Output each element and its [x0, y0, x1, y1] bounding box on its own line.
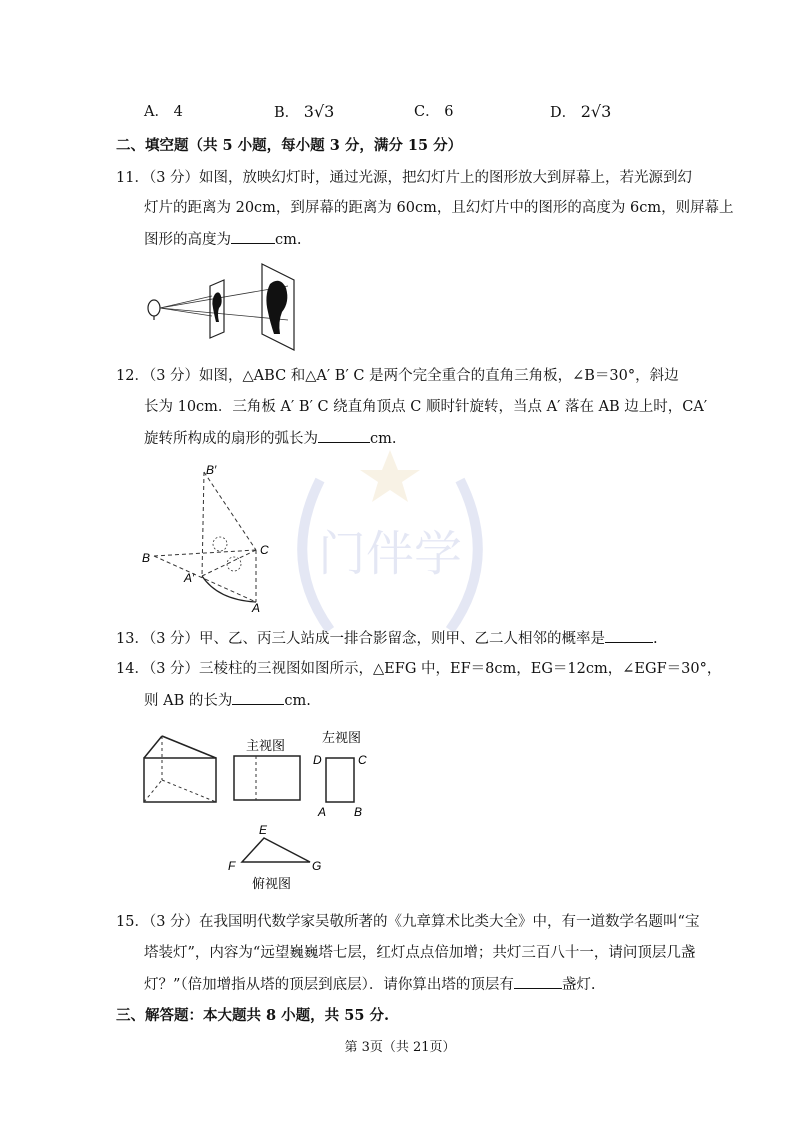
- label-c2: C: [358, 753, 367, 767]
- q14-left-view: [310, 722, 390, 822]
- screen-image: [266, 281, 287, 334]
- label-b: B: [142, 551, 151, 565]
- light-bulb-icon: [148, 300, 160, 316]
- q15-answer-blank[interactable]: [514, 974, 562, 989]
- option-c: C． 6: [414, 104, 454, 120]
- q11-line2: 灯片的距离为 20cm，到屏幕的距离为 60cm，且幻灯片中的图形的高度为 6cm，则屏幕上: [144, 200, 734, 216]
- label-e: E: [259, 823, 268, 837]
- label-b2: B: [354, 805, 363, 819]
- q14-answer-blank[interactable]: [232, 690, 284, 705]
- q11-answer-blank[interactable]: [231, 229, 275, 244]
- q12-line3: 旋转所构成的扇形的弧长为 cm.: [144, 428, 396, 449]
- q15-line2: 塔装灯”，内容为“远望巍巍塔七层，红灯点点倍加增；共灯三百八十一，请问顶层几盏: [144, 945, 696, 961]
- option-d: D． 2√3: [550, 102, 612, 121]
- q11-line3: 图形的高度为 cm.: [144, 229, 301, 250]
- option-a: A． 4: [144, 104, 183, 120]
- front-view: [234, 738, 300, 800]
- q15-line1: 15．（3 分）在我国明代数学家吴敬所著的《九章算术比类大全》中，有一道数学名题叫“宝: [116, 914, 700, 930]
- section3-heading: 三、解答题：本大题共 8 小题，共 55 分.: [116, 1007, 390, 1024]
- left-view-caption: 左视图: [322, 730, 362, 745]
- top-view-caption: 俯视图: [252, 876, 292, 891]
- q14-line2: 则 AB 的长为 cm.: [144, 690, 311, 711]
- label-a-prime: A′: [184, 571, 195, 585]
- label-c: C: [260, 543, 269, 557]
- watermark: [270, 430, 510, 660]
- slide-image: [212, 292, 221, 322]
- q12-triangle-figure: [138, 460, 278, 616]
- label-f: F: [228, 859, 236, 873]
- q12-answer-blank[interactable]: [318, 428, 370, 443]
- label-g: G: [312, 859, 322, 873]
- label-b-prime: B′: [206, 463, 217, 477]
- page-footer: 第 3页（共 21页）: [344, 1040, 456, 1055]
- label-a2: A: [318, 805, 327, 819]
- q13-line: 13．（3 分）甲、乙、丙三人站成一排合影留念，则甲、乙二人相邻的概率是 .: [116, 628, 658, 649]
- watermark-text: 门伴学: [317, 528, 463, 581]
- q11-line1: 11．（3 分）如图，放映幻灯时，通过光源，把幻灯片上的图形放大到屏幕上，若光源到幻: [116, 170, 693, 186]
- label-a: A: [252, 601, 261, 615]
- q12-line1: 12．（3 分）如图，△ABC 和△A′ B′ C 是两个完全重合的直角三角板，∠B＝30°，斜边: [116, 368, 679, 384]
- front-view-caption: 主视图: [246, 738, 286, 753]
- rotation-arc: [202, 576, 256, 602]
- watermark-laurel-icon: [270, 430, 510, 660]
- q13-answer-blank[interactable]: [605, 628, 653, 643]
- section2-heading: 二、填空题（共 5 小题，每小题 3 分，满分 15 分）: [116, 137, 463, 154]
- label-d: D: [313, 753, 322, 767]
- q14-top-view: [222, 820, 332, 896]
- q12-line2: 长为 10cm．三角板 A′ B′ C 绕直角顶点 C 顺时针旋转，当点 A′ 落在 AB 边上时，CA′: [144, 399, 708, 415]
- option-b: B． 3√3: [274, 102, 335, 121]
- prism-3d-view: [144, 736, 216, 802]
- q14-line1: 14．（3 分）三棱柱的三视图如图所示，△EFG 中，EF＝8cm，EG＝12cm，∠EGF＝30°，: [116, 661, 722, 677]
- q11-projector-figure: [140, 258, 310, 354]
- q15-line3: 灯？”（倍加增指从塔的顶层到底层）．请你算出塔的顶层有 盏灯.: [144, 974, 596, 995]
